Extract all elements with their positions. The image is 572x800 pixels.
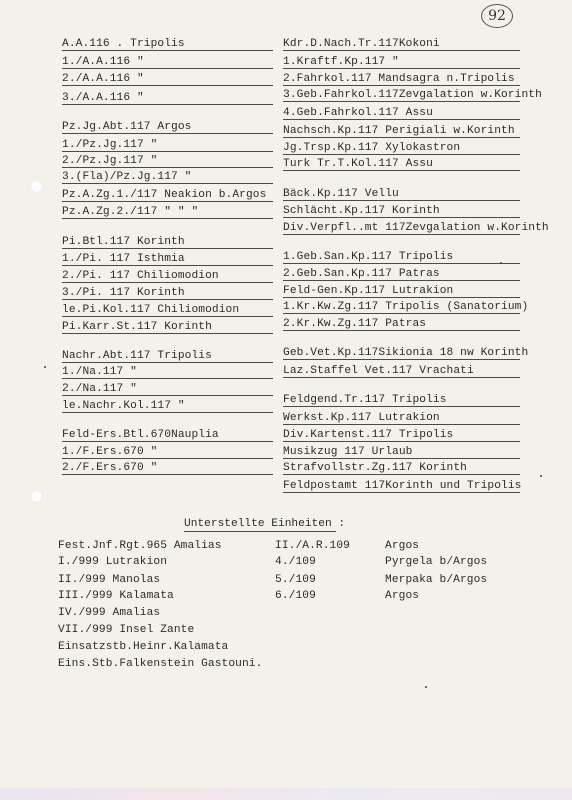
entry-underline <box>62 68 273 69</box>
left-entry: 1./Pz.Jg.117 " <box>62 139 158 151</box>
subordinate-entry-right: 6./109 <box>275 590 316 602</box>
entry-underline <box>283 101 520 102</box>
right-entry: 1.Kraftf.Kp.117 " <box>283 56 399 68</box>
entry-underline <box>283 297 520 298</box>
left-entry: Pz.A.Zg.2./117 " " " <box>62 206 199 218</box>
entry-underline <box>283 217 520 218</box>
right-entry: 2.Geb.San.Kp.117 Patras <box>283 268 440 280</box>
right-entry: 2.Fahrkol.117 Mandsagra n.Tripolis <box>283 73 515 85</box>
right-entry: Strafvollstr.Zg.117 Korinth <box>283 462 467 474</box>
ink-speck <box>500 262 502 264</box>
subordinate-entry: I./999 Lutrakion <box>58 556 168 568</box>
entry-underline <box>62 474 273 475</box>
entry-underline <box>283 492 520 493</box>
left-entry: 3./Pi. 117 Korinth <box>62 287 185 299</box>
entry-underline <box>62 282 273 283</box>
entry-underline <box>62 299 273 300</box>
ink-speck <box>540 475 542 477</box>
left-entry: Pz.Jg.Abt.117 Argos <box>62 121 192 133</box>
right-entry: Jg.Trsp.Kp.117 Xylokastron <box>283 142 461 154</box>
page-number <box>480 3 514 29</box>
entry-underline <box>283 137 520 138</box>
right-entry: Kdr.D.Nach.Tr.117Kokoni <box>283 38 440 50</box>
left-entry: 3.(Fla)/Pz.Jg.117 " <box>62 171 192 183</box>
entry-underline <box>62 248 273 249</box>
entry-underline <box>283 458 520 459</box>
entry-underline <box>283 330 520 331</box>
subordinate-place: Merpaka b/Argos <box>385 574 488 586</box>
left-entry: 2./Na.117 " <box>62 383 137 395</box>
subordinate-units-heading: Unterstellte Einheiten : <box>184 518 346 530</box>
subordinate-entry: III./999 Kalamata <box>58 590 174 602</box>
right-entry: 2.Kr.Kw.Zg.117 Patras <box>283 318 427 330</box>
right-entry: Schlächt.Kp.117 Korinth <box>283 205 440 217</box>
entry-underline <box>62 316 273 317</box>
entry-underline <box>62 378 273 379</box>
entry-underline <box>62 201 273 202</box>
subordinate-entry: II./999 Manolas <box>58 574 161 586</box>
right-entry: Feldpostamt 117Korinth und Tripolis <box>283 480 522 492</box>
left-entry: Pi.Karr.St.117 Korinth <box>62 321 212 333</box>
entry-underline <box>62 362 273 363</box>
entry-underline <box>62 50 273 51</box>
entry-underline <box>283 406 520 407</box>
entry-underline <box>283 263 520 264</box>
right-entry: Geb.Vet.Kp.117Sikionia 18 nw Korinth <box>283 347 529 359</box>
left-entry: Nachr.Abt.117 Tripolis <box>62 350 212 362</box>
entry-underline <box>283 154 520 155</box>
entry-underline <box>283 441 520 442</box>
subordinate-entry-right: 4./109 <box>275 556 316 568</box>
subordinate-entry: IV./999 Amalias <box>58 607 161 619</box>
left-entry: 1./Na.117 " <box>62 366 137 378</box>
entry-underline <box>283 68 520 69</box>
right-entry: Nachsch.Kp.117 Perigiali w.Korinth <box>283 125 515 137</box>
punch-hole-bottom <box>30 490 43 503</box>
punch-hole-top <box>30 180 43 193</box>
left-entry: Pz.A.Zg.1./117 Neakion b.Argos <box>62 189 267 201</box>
subordinate-place: Argos <box>385 540 420 552</box>
right-entry: Feld-Gen.Kp.117 Lutrakion <box>283 285 454 297</box>
right-entry: Werkst.Kp.117 Lutrakion <box>283 412 440 424</box>
left-entry: Pi.Btl.117 Korinth <box>62 236 185 248</box>
left-entry: 1./F.Ers.670 " <box>62 446 158 458</box>
subordinate-entry: Fest.Jnf.Rgt.965 Amalias <box>58 540 222 552</box>
entry-underline <box>62 458 273 459</box>
subordinate-entry: Eins.Stb.Falkenstein Gastouni. <box>58 658 263 670</box>
entry-underline <box>283 170 520 171</box>
entry-underline <box>283 200 520 201</box>
entry-underline <box>62 167 273 168</box>
entry-underline <box>62 133 273 134</box>
right-entry: Bäck.Kp.117 Vellu <box>283 188 399 200</box>
right-entry: Laz.Staffel Vet.117 Vrachati <box>283 365 474 377</box>
page-number-text: 92 <box>488 8 506 24</box>
entry-underline <box>62 183 273 184</box>
entry-underline <box>62 395 273 396</box>
left-entry: Feld-Ers.Btl.670Nauplia <box>62 429 219 441</box>
entry-underline <box>62 412 273 413</box>
left-entry: A.A.116 . Tripolis <box>62 38 185 50</box>
left-entry: 2./A.A.116 " <box>62 73 144 85</box>
entry-underline <box>283 359 520 360</box>
ink-speck <box>44 366 46 368</box>
entry-underline <box>283 234 520 235</box>
left-entry: 2./F.Ers.670 " <box>62 462 158 474</box>
left-entry: 1./A.A.116 " <box>62 56 144 68</box>
subordinate-entry-right: 5./109 <box>275 574 316 586</box>
heading-underline <box>184 531 336 532</box>
entry-underline <box>283 474 520 475</box>
right-entry: 3.Geb.Fahrkol.117Zevgalation w.Korinth <box>283 89 542 101</box>
entry-underline <box>62 151 273 152</box>
entry-underline <box>283 119 520 120</box>
left-entry: le.Pi.Kol.117 Chiliomodion <box>62 304 240 316</box>
scan-edge <box>0 788 572 800</box>
entry-underline <box>283 424 520 425</box>
subordinate-entry-right: II./A.R.109 <box>275 540 350 552</box>
right-entry: 1.Geb.San.Kp.117 Tripolis <box>283 251 454 263</box>
subordinate-entry: Einsatzstb.Heinr.Kalamata <box>58 641 229 653</box>
entry-underline <box>283 313 520 314</box>
entry-underline <box>62 265 273 266</box>
entry-underline <box>62 104 273 105</box>
subordinate-place: Pyrgela b/Argos <box>385 556 488 568</box>
entry-underline <box>283 377 520 378</box>
left-entry: 3./A.A.116 " <box>62 92 144 104</box>
entry-underline <box>62 85 273 86</box>
right-entry: Div.Kartenst.117 Tripolis <box>283 429 454 441</box>
entry-underline <box>62 441 273 442</box>
right-entry: 4.Geb.Fahrkol.117 Assu <box>283 107 433 119</box>
right-entry: Feldgend.Tr.117 Tripolis <box>283 394 447 406</box>
subordinate-place: Argos <box>385 590 420 602</box>
right-entry: Musikzug 117 Urlaub <box>283 446 413 458</box>
entry-underline <box>283 85 520 86</box>
entry-underline <box>62 218 273 219</box>
left-entry: 1./Pi. 117 Isthmia <box>62 253 185 265</box>
ink-speck <box>425 686 427 688</box>
left-entry: 2./Pi. 117 Chiliomodion <box>62 270 219 282</box>
left-entry: le.Nachr.Kol.117 " <box>62 400 185 412</box>
right-entry: Div.Verpfl..mt 117Zevgalation w.Korinth <box>283 222 549 234</box>
right-entry: 1.Kr.Kw.Zg.117 Tripolis (Sanatorium) <box>283 301 529 313</box>
entry-underline <box>283 50 520 51</box>
entry-underline <box>283 280 520 281</box>
entry-underline <box>62 333 273 334</box>
left-entry: 2./Pz.Jg.117 " <box>62 155 158 167</box>
right-entry: Turk Tr.T.Kol.117 Assu <box>283 158 433 170</box>
subordinate-entry: VII./999 Insel Zante <box>58 624 195 636</box>
